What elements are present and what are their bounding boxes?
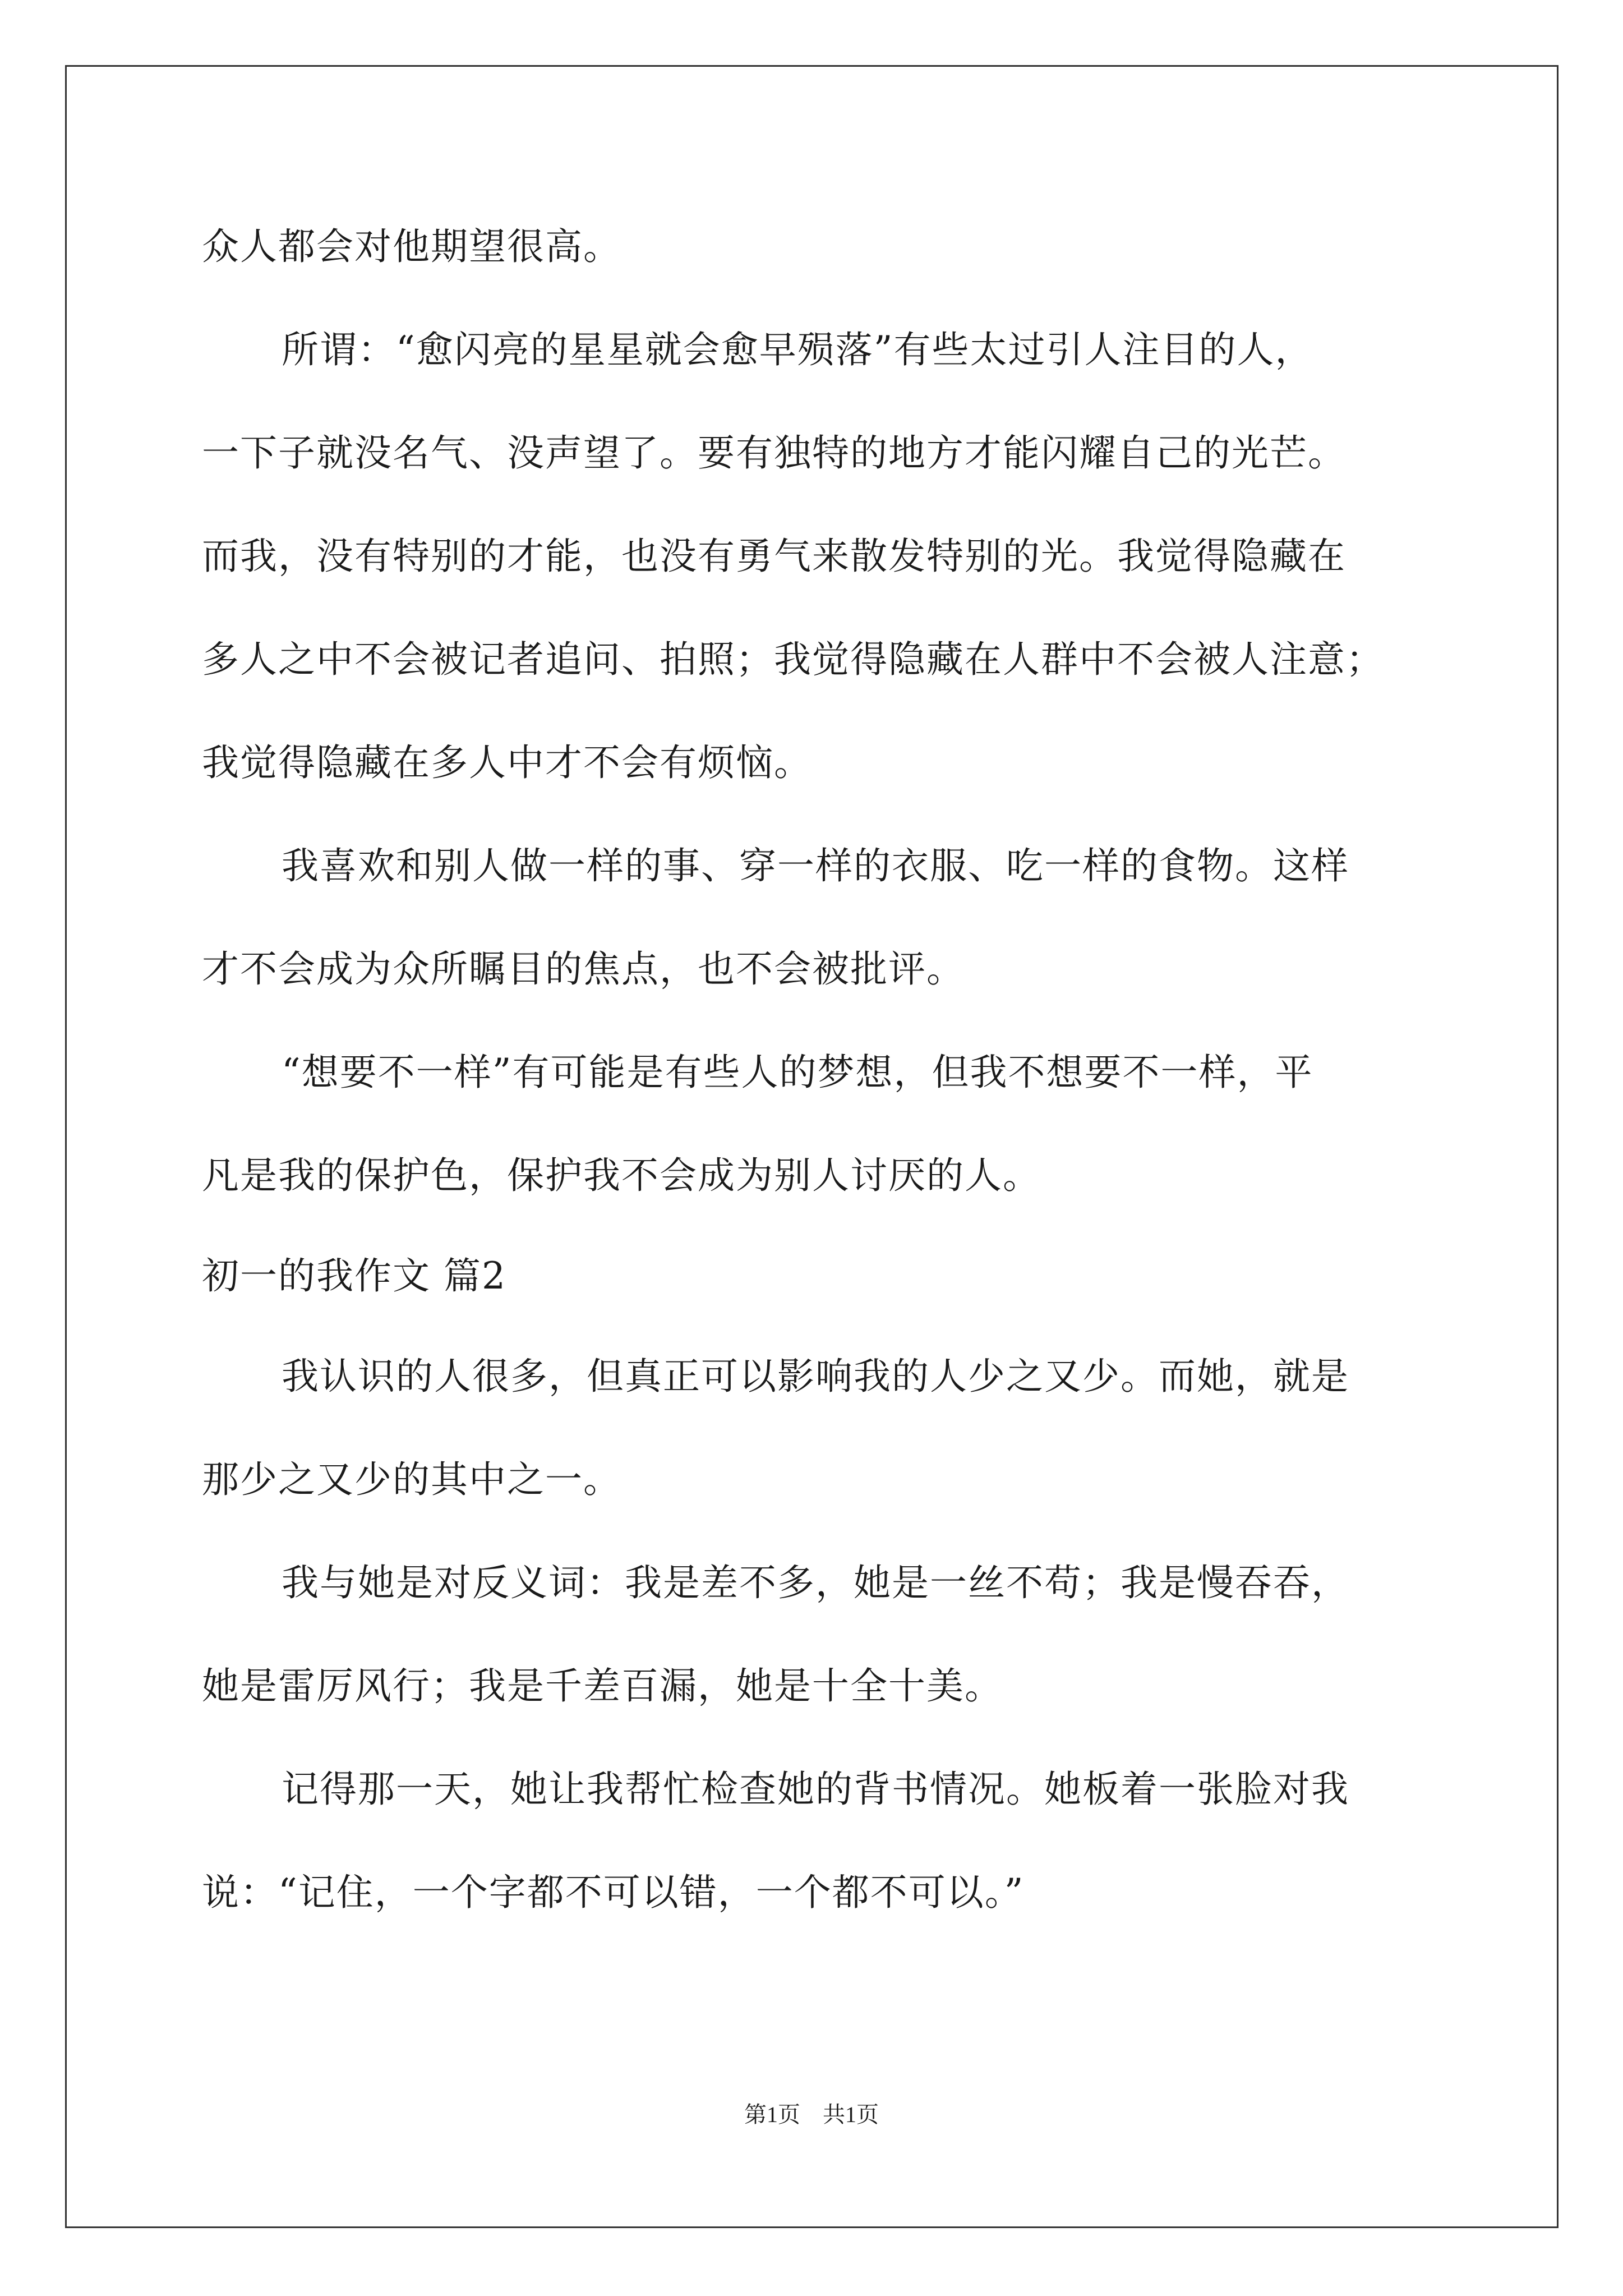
- text-line: 所谓：“愈闪亮的星星就会愈早殒落”有些太过引人注目的人，: [282, 328, 1313, 371]
- text-line: 那少之又少的其中之一。: [202, 1458, 621, 1501]
- text-line: 才不会成为众所瞩目的焦点，也不会被批评。: [202, 947, 965, 991]
- text-line: 我认识的人很多，但真正可以影响我的人少之又少。而她，就是: [282, 1355, 1349, 1398]
- text-line: 而我，没有特别的才能，也没有勇气来散发特别的光。我觉得隐藏在: [202, 535, 1346, 578]
- text-line: 她是雷厉风行；我是千差百漏，她是十全十美。: [202, 1664, 1003, 1708]
- text-line: 我喜欢和别人做一样的事、穿一样的衣服、吃一样的食物。这样: [282, 844, 1349, 887]
- text-line: 凡是我的保护色，保护我不会成为别人讨厌的人。: [202, 1154, 1041, 1197]
- page-footer: 第1页 共1页: [744, 2102, 879, 2127]
- text-line: 说：“记住，一个字都不可以错，一个都不可以。”: [202, 1871, 1025, 1914]
- text-line: 我觉得隐藏在多人中才不会有烦恼。: [202, 741, 812, 784]
- text-line: 众人都会对他期望很高。: [202, 225, 621, 268]
- text-line: 我与她是对反义词：我是差不多，她是一丝不苟；我是慢吞吞，: [282, 1561, 1349, 1604]
- text-line: “想要不一样”有可能是有些人的梦想，但我不想要不一样，平: [282, 1051, 1313, 1094]
- text-line: 多人之中不会被记者追问、拍照；我觉得隐藏在人群中不会被人注意；: [202, 638, 1384, 681]
- text-line: 记得那一天，她让我帮忙检查她的背书情况。她板着一张脸对我: [282, 1768, 1349, 1811]
- section-heading: 初一的我作文 篇2: [202, 1254, 506, 1297]
- text-line: 一下子就没名气、没声望了。要有独特的地方才能闪耀自己的光芒。: [202, 431, 1346, 475]
